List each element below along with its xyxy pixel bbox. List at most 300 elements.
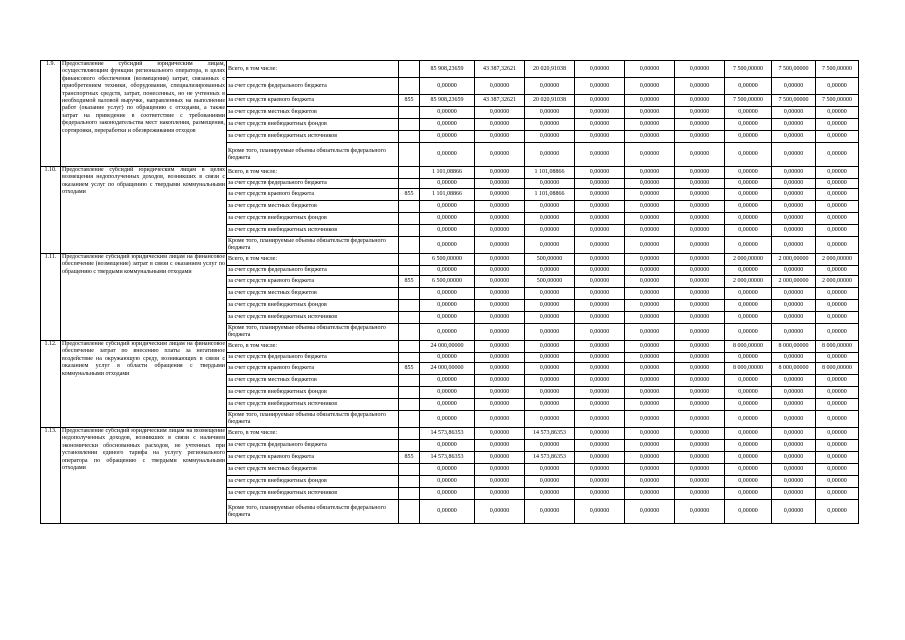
amount-cell: 0,00000 <box>625 399 675 411</box>
amount-cell: 0,00000 <box>525 266 575 276</box>
section-description: Предоставление субсидий юридическим лицам, осуществляющим функции регионального оператора, в целях финансового обеспечения (возмещения) затрат, связанных с приобретением техники, оборудования, специализированных транспортных средств, затрат, понесенных, но не учтенных в необходимой валовой выручке, направленных на выполнение работ (оказание услуг) по обращению с отходами, а также затрат на приведение в соответствие с требованиями федерального законодательства мест накопления, размещения, сортировки, переработки и обезвреживания отходов <box>61 61 227 167</box>
budget-code <box>399 254 420 266</box>
amount-cell: 0,00000 <box>725 440 772 452</box>
amount-cell: 0,00000 <box>575 276 625 288</box>
amount-cell: 0,00000 <box>675 237 725 254</box>
amount-cell: 0,00000 <box>420 237 475 254</box>
amount-cell: 0,00000 <box>420 288 475 300</box>
amount-cell: 0,00000 <box>675 254 725 266</box>
amount-cell: 2 000,00000 <box>725 276 772 288</box>
amount-cell: 0,00000 <box>725 387 772 399</box>
amount-cell: 0,00000 <box>816 107 859 119</box>
amount-cell: 0,00000 <box>575 387 625 399</box>
amount-cell: 0,00000 <box>772 387 816 399</box>
amount-cell: 1 101,08866 <box>420 189 475 201</box>
amount-cell: 0,00000 <box>772 119 816 131</box>
funding-source-label: за счет средств внебюджетных фондов <box>227 119 399 131</box>
amount-cell: 0,00000 <box>772 375 816 387</box>
amount-cell: 0,00000 <box>475 131 525 143</box>
amount-cell: 0,00000 <box>725 353 772 363</box>
budget-code <box>399 428 420 440</box>
amount-cell: 14 573,86353 <box>525 428 575 440</box>
amount-cell: 0,00000 <box>420 143 475 167</box>
amount-cell: 0,00000 <box>725 189 772 201</box>
amount-cell: 2 000,00000 <box>772 276 816 288</box>
amount-cell: 0,00000 <box>420 500 475 524</box>
amount-cell: 0,00000 <box>725 399 772 411</box>
amount-cell: 0,00000 <box>420 488 475 500</box>
funding-source-label: Кроме того, планируемые объемы обязательств федерального бюджета <box>227 324 399 341</box>
amount-cell: 0,00000 <box>772 143 816 167</box>
amount-cell: 14 573,86353 <box>420 428 475 440</box>
amount-cell: 0,00000 <box>772 399 816 411</box>
budget-code <box>399 201 420 213</box>
amount-cell: 0,00000 <box>575 61 625 78</box>
funding-source-label: за счет средств краевого бюджета <box>227 276 399 288</box>
amount-cell: 0,00000 <box>675 375 725 387</box>
amount-cell: 0,00000 <box>725 107 772 119</box>
amount-cell: 0,00000 <box>625 143 675 167</box>
amount-cell: 8 000,00000 <box>816 363 859 375</box>
amount-cell: 0,00000 <box>675 440 725 452</box>
amount-cell: 0,00000 <box>725 324 772 341</box>
amount-cell: 0,00000 <box>575 452 625 464</box>
amount-cell: 0,00000 <box>675 500 725 524</box>
amount-cell: 0,00000 <box>625 428 675 440</box>
amount-cell: 0,00000 <box>475 266 525 276</box>
amount-cell: 0,00000 <box>575 428 625 440</box>
amount-cell: 0,00000 <box>725 237 772 254</box>
amount-cell: 0,00000 <box>525 363 575 375</box>
budget-code <box>399 225 420 237</box>
amount-cell: 0,00000 <box>420 131 475 143</box>
amount-cell: 0,00000 <box>625 266 675 276</box>
amount-cell: 0,00000 <box>525 353 575 363</box>
amount-cell: 0,00000 <box>772 300 816 312</box>
amount-cell: 0,00000 <box>525 500 575 524</box>
amount-cell: 0,00000 <box>420 476 475 488</box>
amount-cell: 0,00000 <box>525 341 575 353</box>
amount-cell: 0,00000 <box>816 179 859 189</box>
funding-source-label: за счет средств федерального бюджета <box>227 353 399 363</box>
budget-code <box>399 107 420 119</box>
amount-cell: 0,00000 <box>816 428 859 440</box>
amount-cell: 0,00000 <box>675 201 725 213</box>
amount-cell: 0,00000 <box>475 411 525 428</box>
amount-cell: 0,00000 <box>475 324 525 341</box>
amount-cell: 0,00000 <box>625 131 675 143</box>
amount-cell: 0,00000 <box>575 254 625 266</box>
funding-source-label: за счет средств федерального бюджета <box>227 78 399 95</box>
amount-cell: 0,00000 <box>725 213 772 225</box>
amount-cell: 0,00000 <box>625 452 675 464</box>
amount-cell: 0,00000 <box>475 254 525 266</box>
amount-cell: 0,00000 <box>725 288 772 300</box>
amount-cell: 0,00000 <box>675 266 725 276</box>
amount-cell: 0,00000 <box>475 237 525 254</box>
amount-cell: 0,00000 <box>525 440 575 452</box>
funding-source-label: за счет средств краевого бюджета <box>227 452 399 464</box>
funding-source-label: за счет средств местных бюджетов <box>227 288 399 300</box>
table-row <box>41 341 859 353</box>
budget-code <box>399 312 420 324</box>
amount-cell: 0,00000 <box>625 78 675 95</box>
amount-cell: 0,00000 <box>475 78 525 95</box>
funding-source-label: Всего, в том числе: <box>227 167 399 179</box>
budget-code <box>399 78 420 95</box>
amount-cell: 0,00000 <box>420 399 475 411</box>
funding-source-label: Кроме того, планируемые объемы обязательств федерального бюджета <box>227 237 399 254</box>
budget-code <box>399 237 420 254</box>
amount-cell: 0,00000 <box>475 167 525 179</box>
amount-cell: 2 000,00000 <box>725 254 772 266</box>
amount-cell: 0,00000 <box>772 440 816 452</box>
amount-cell: 0,00000 <box>625 411 675 428</box>
amount-cell: 0,00000 <box>475 399 525 411</box>
amount-cell: 0,00000 <box>816 312 859 324</box>
amount-cell: 0,00000 <box>816 189 859 201</box>
amount-cell: 0,00000 <box>675 312 725 324</box>
amount-cell: 0,00000 <box>675 167 725 179</box>
amount-cell: 0,00000 <box>420 225 475 237</box>
funding-source-label: Всего, в том числе: <box>227 341 399 353</box>
amount-cell: 0,00000 <box>675 225 725 237</box>
amount-cell: 0,00000 <box>772 288 816 300</box>
amount-cell: 0,00000 <box>772 225 816 237</box>
amount-cell: 0,00000 <box>575 375 625 387</box>
amount-cell: 0,00000 <box>725 201 772 213</box>
amount-cell: 0,00000 <box>475 488 525 500</box>
amount-cell: 0,00000 <box>575 324 625 341</box>
amount-cell: 0,00000 <box>816 131 859 143</box>
amount-cell: 0,00000 <box>675 179 725 189</box>
amount-cell: 0,00000 <box>772 428 816 440</box>
amount-cell: 0,00000 <box>675 131 725 143</box>
amount-cell: 0,00000 <box>420 300 475 312</box>
amount-cell: 0,00000 <box>575 78 625 95</box>
amount-cell: 0,00000 <box>525 488 575 500</box>
amount-cell: 0,00000 <box>420 464 475 476</box>
amount-cell: 7 500,00000 <box>772 95 816 107</box>
funding-source-label: за счет средств внебюджетных фондов <box>227 213 399 225</box>
amount-cell: 7 500,00000 <box>725 95 772 107</box>
budget-code <box>399 440 420 452</box>
amount-cell: 0,00000 <box>772 131 816 143</box>
section-description: Предоставление субсидий юридическим лицам на финансовое обеспечение затрат по внесению платы за негативное воздействие на окружающую среду, возникающих в связи с оказанием услуг в области обращения с твердыми коммунальными отходами <box>61 341 227 428</box>
budget-table <box>40 60 859 524</box>
funding-source-label: Всего, в том числе: <box>227 61 399 78</box>
amount-cell: 0,00000 <box>420 213 475 225</box>
amount-cell: 0,00000 <box>816 440 859 452</box>
amount-cell: 0,00000 <box>525 119 575 131</box>
amount-cell: 500,00000 <box>525 254 575 266</box>
amount-cell: 0,00000 <box>475 119 525 131</box>
amount-cell: 0,00000 <box>625 324 675 341</box>
amount-cell: 43 387,32621 <box>475 61 525 78</box>
budget-code <box>399 353 420 363</box>
amount-cell: 0,00000 <box>420 266 475 276</box>
amount-cell: 1 101,08866 <box>525 167 575 179</box>
amount-cell: 0,00000 <box>772 107 816 119</box>
amount-cell: 43 387,32621 <box>475 95 525 107</box>
amount-cell: 0,00000 <box>525 78 575 95</box>
amount-cell: 0,00000 <box>575 237 625 254</box>
funding-source-label: Кроме того, планируемые объемы обязательств федерального бюджета <box>227 500 399 524</box>
budget-code <box>399 119 420 131</box>
amount-cell: 0,00000 <box>772 464 816 476</box>
table-row <box>41 167 859 179</box>
amount-cell: 0,00000 <box>475 201 525 213</box>
amount-cell: 0,00000 <box>525 387 575 399</box>
amount-cell: 0,00000 <box>675 78 725 95</box>
amount-cell: 0,00000 <box>625 95 675 107</box>
amount-cell: 0,00000 <box>725 266 772 276</box>
budget-code <box>399 399 420 411</box>
amount-cell: 0,00000 <box>725 167 772 179</box>
amount-cell: 0,00000 <box>525 179 575 189</box>
amount-cell: 0,00000 <box>625 167 675 179</box>
amount-cell: 2 000,00000 <box>772 254 816 266</box>
funding-source-label: за счет средств внебюджетных источников <box>227 399 399 411</box>
amount-cell: 0,00000 <box>420 312 475 324</box>
budget-code: 855 <box>399 95 420 107</box>
amount-cell: 0,00000 <box>575 440 625 452</box>
amount-cell: 0,00000 <box>816 225 859 237</box>
amount-cell: 0,00000 <box>675 428 725 440</box>
budget-code <box>399 324 420 341</box>
amount-cell: 0,00000 <box>675 411 725 428</box>
amount-cell: 0,00000 <box>525 288 575 300</box>
amount-cell: 0,00000 <box>525 107 575 119</box>
amount-cell: 0,00000 <box>816 266 859 276</box>
section-description: Предоставление субсидий юридическим лицам на финансовое обеспечение (возмещение) затрат в связи с оказанием услуг по обращению с твердыми коммунальными отходами <box>61 254 227 341</box>
amount-cell: 0,00000 <box>816 300 859 312</box>
amount-cell: 20 020,91038 <box>525 95 575 107</box>
amount-cell: 0,00000 <box>420 440 475 452</box>
amount-cell: 8 000,00000 <box>725 363 772 375</box>
funding-source-label: за счет средств краевого бюджета <box>227 189 399 201</box>
amount-cell: 0,00000 <box>525 225 575 237</box>
funding-source-label: за счет средств внебюджетных фондов <box>227 387 399 399</box>
funding-source-label: за счет средств внебюджетных источников <box>227 225 399 237</box>
funding-source-label: за счет средств внебюджетных фондов <box>227 300 399 312</box>
amount-cell: 0,00000 <box>575 312 625 324</box>
funding-source-label: за счет средств местных бюджетов <box>227 464 399 476</box>
budget-code <box>399 500 420 524</box>
budget-code <box>399 387 420 399</box>
amount-cell: 0,00000 <box>772 500 816 524</box>
amount-cell: 0,00000 <box>625 341 675 353</box>
amount-cell: 0,00000 <box>475 179 525 189</box>
amount-cell: 0,00000 <box>675 476 725 488</box>
amount-cell: 0,00000 <box>475 387 525 399</box>
amount-cell: 0,00000 <box>816 119 859 131</box>
section-number: 1.12. <box>41 341 61 428</box>
amount-cell: 0,00000 <box>772 213 816 225</box>
amount-cell: 0,00000 <box>420 107 475 119</box>
amount-cell: 0,00000 <box>772 266 816 276</box>
amount-cell: 0,00000 <box>525 411 575 428</box>
amount-cell: 0,00000 <box>816 387 859 399</box>
amount-cell: 0,00000 <box>675 189 725 201</box>
funding-source-label: за счет средств федерального бюджета <box>227 440 399 452</box>
amount-cell: 0,00000 <box>525 312 575 324</box>
amount-cell: 0,00000 <box>575 500 625 524</box>
amount-cell: 0,00000 <box>772 312 816 324</box>
budget-code <box>399 300 420 312</box>
amount-cell: 0,00000 <box>420 324 475 341</box>
amount-cell: 0,00000 <box>772 324 816 341</box>
amount-cell: 0,00000 <box>475 107 525 119</box>
amount-cell: 0,00000 <box>625 276 675 288</box>
amount-cell: 0,00000 <box>525 201 575 213</box>
amount-cell: 0,00000 <box>675 464 725 476</box>
amount-cell: 0,00000 <box>525 375 575 387</box>
budget-code <box>399 375 420 387</box>
amount-cell: 0,00000 <box>475 476 525 488</box>
amount-cell: 0,00000 <box>675 213 725 225</box>
amount-cell: 0,00000 <box>575 363 625 375</box>
amount-cell: 1 101,08866 <box>420 167 475 179</box>
amount-cell: 0,00000 <box>575 353 625 363</box>
amount-cell: 0,00000 <box>625 288 675 300</box>
amount-cell: 0,00000 <box>475 143 525 167</box>
section-number: 1.9. <box>41 61 61 167</box>
budget-code: 855 <box>399 276 420 288</box>
amount-cell: 0,00000 <box>675 363 725 375</box>
amount-cell: 0,00000 <box>675 399 725 411</box>
amount-cell: 0,00000 <box>575 225 625 237</box>
amount-cell: 0,00000 <box>575 266 625 276</box>
amount-cell: 24 000,00000 <box>420 363 475 375</box>
amount-cell: 0,00000 <box>420 411 475 428</box>
funding-source-label: за счет средств внебюджетных источников <box>227 312 399 324</box>
amount-cell: 0,00000 <box>575 341 625 353</box>
amount-cell: 0,00000 <box>420 78 475 95</box>
amount-cell: 0,00000 <box>675 107 725 119</box>
amount-cell: 0,00000 <box>575 131 625 143</box>
amount-cell: 0,00000 <box>772 201 816 213</box>
budget-code <box>399 61 420 78</box>
funding-source-label: Кроме того, планируемые объемы обязательств федерального бюджета <box>227 411 399 428</box>
amount-cell: 0,00000 <box>675 353 725 363</box>
funding-source-label: за счет средств внебюджетных фондов <box>227 476 399 488</box>
amount-cell: 0,00000 <box>675 143 725 167</box>
amount-cell: 0,00000 <box>575 288 625 300</box>
funding-source-label: за счет средств краевого бюджета <box>227 95 399 107</box>
amount-cell: 0,00000 <box>475 189 525 201</box>
amount-cell: 2 000,00000 <box>816 254 859 266</box>
amount-cell: 0,00000 <box>475 464 525 476</box>
table-row <box>41 61 859 78</box>
amount-cell: 500,00000 <box>525 276 575 288</box>
amount-cell: 0,00000 <box>625 300 675 312</box>
amount-cell: 20 020,91038 <box>525 61 575 78</box>
amount-cell: 0,00000 <box>816 353 859 363</box>
section-number: 1.11. <box>41 254 61 341</box>
amount-cell: 0,00000 <box>675 452 725 464</box>
amount-cell: 0,00000 <box>525 237 575 254</box>
table-row <box>41 428 859 440</box>
amount-cell: 0,00000 <box>675 324 725 341</box>
amount-cell: 0,00000 <box>675 61 725 78</box>
amount-cell: 0,00000 <box>816 143 859 167</box>
section-number: 1.13. <box>41 428 61 524</box>
amount-cell: 0,00000 <box>725 143 772 167</box>
funding-source-label: за счет средств внебюджетных источников <box>227 488 399 500</box>
amount-cell: 0,00000 <box>475 440 525 452</box>
funding-source-label: Кроме того, планируемые объемы обязательств федерального бюджета <box>227 143 399 167</box>
budget-code: 855 <box>399 452 420 464</box>
section-description: Предоставление субсидий юридическим лицам на возмещение недополученных доходов, возникших в связи с наличием экономически обоснованных расходов, не учтенных при установлении единого тарифа на услугу регионального оператора по обращению с твердыми коммунальными отходами <box>61 428 227 524</box>
amount-cell: 8 000,00000 <box>772 363 816 375</box>
amount-cell: 0,00000 <box>525 131 575 143</box>
amount-cell: 0,00000 <box>816 500 859 524</box>
amount-cell: 0,00000 <box>816 213 859 225</box>
amount-cell: 0,00000 <box>816 488 859 500</box>
amount-cell: 0,00000 <box>575 476 625 488</box>
funding-source-label: за счет средств федерального бюджета <box>227 266 399 276</box>
amount-cell: 0,00000 <box>725 500 772 524</box>
amount-cell: 0,00000 <box>625 119 675 131</box>
amount-cell: 0,00000 <box>475 375 525 387</box>
amount-cell: 8 000,00000 <box>725 341 772 353</box>
amount-cell: 0,00000 <box>816 78 859 95</box>
budget-code <box>399 476 420 488</box>
amount-cell: 8 000,00000 <box>816 341 859 353</box>
amount-cell: 0,00000 <box>575 189 625 201</box>
amount-cell: 0,00000 <box>725 375 772 387</box>
budget-code <box>399 464 420 476</box>
amount-cell: 0,00000 <box>475 288 525 300</box>
amount-cell: 0,00000 <box>816 411 859 428</box>
funding-source-label: за счет средств федерального бюджета <box>227 179 399 189</box>
amount-cell: 0,00000 <box>475 300 525 312</box>
budget-table-sheet <box>40 60 859 524</box>
amount-cell: 0,00000 <box>625 61 675 78</box>
amount-cell: 0,00000 <box>525 213 575 225</box>
budget-code <box>399 179 420 189</box>
amount-cell: 0,00000 <box>420 353 475 363</box>
amount-cell: 0,00000 <box>816 476 859 488</box>
amount-cell: 0,00000 <box>816 399 859 411</box>
amount-cell: 0,00000 <box>675 341 725 353</box>
funding-source-label: Всего, в том числе: <box>227 428 399 440</box>
amount-cell: 0,00000 <box>625 237 675 254</box>
budget-code <box>399 266 420 276</box>
amount-cell: 0,00000 <box>575 201 625 213</box>
amount-cell: 14 573,86353 <box>525 452 575 464</box>
amount-cell: 0,00000 <box>575 300 625 312</box>
amount-cell: 0,00000 <box>725 179 772 189</box>
amount-cell: 0,00000 <box>725 119 772 131</box>
amount-cell: 0,00000 <box>625 387 675 399</box>
funding-source-label: за счет средств местных бюджетов <box>227 201 399 213</box>
amount-cell: 0,00000 <box>772 78 816 95</box>
amount-cell: 7 500,00000 <box>816 95 859 107</box>
amount-cell: 0,00000 <box>475 312 525 324</box>
amount-cell: 0,00000 <box>725 312 772 324</box>
amount-cell: 7 500,00000 <box>816 61 859 78</box>
amount-cell: 0,00000 <box>475 276 525 288</box>
amount-cell: 0,00000 <box>675 300 725 312</box>
amount-cell: 0,00000 <box>625 213 675 225</box>
amount-cell: 0,00000 <box>420 179 475 189</box>
amount-cell: 0,00000 <box>525 324 575 341</box>
budget-code <box>399 288 420 300</box>
amount-cell: 0,00000 <box>625 179 675 189</box>
amount-cell: 0,00000 <box>816 452 859 464</box>
